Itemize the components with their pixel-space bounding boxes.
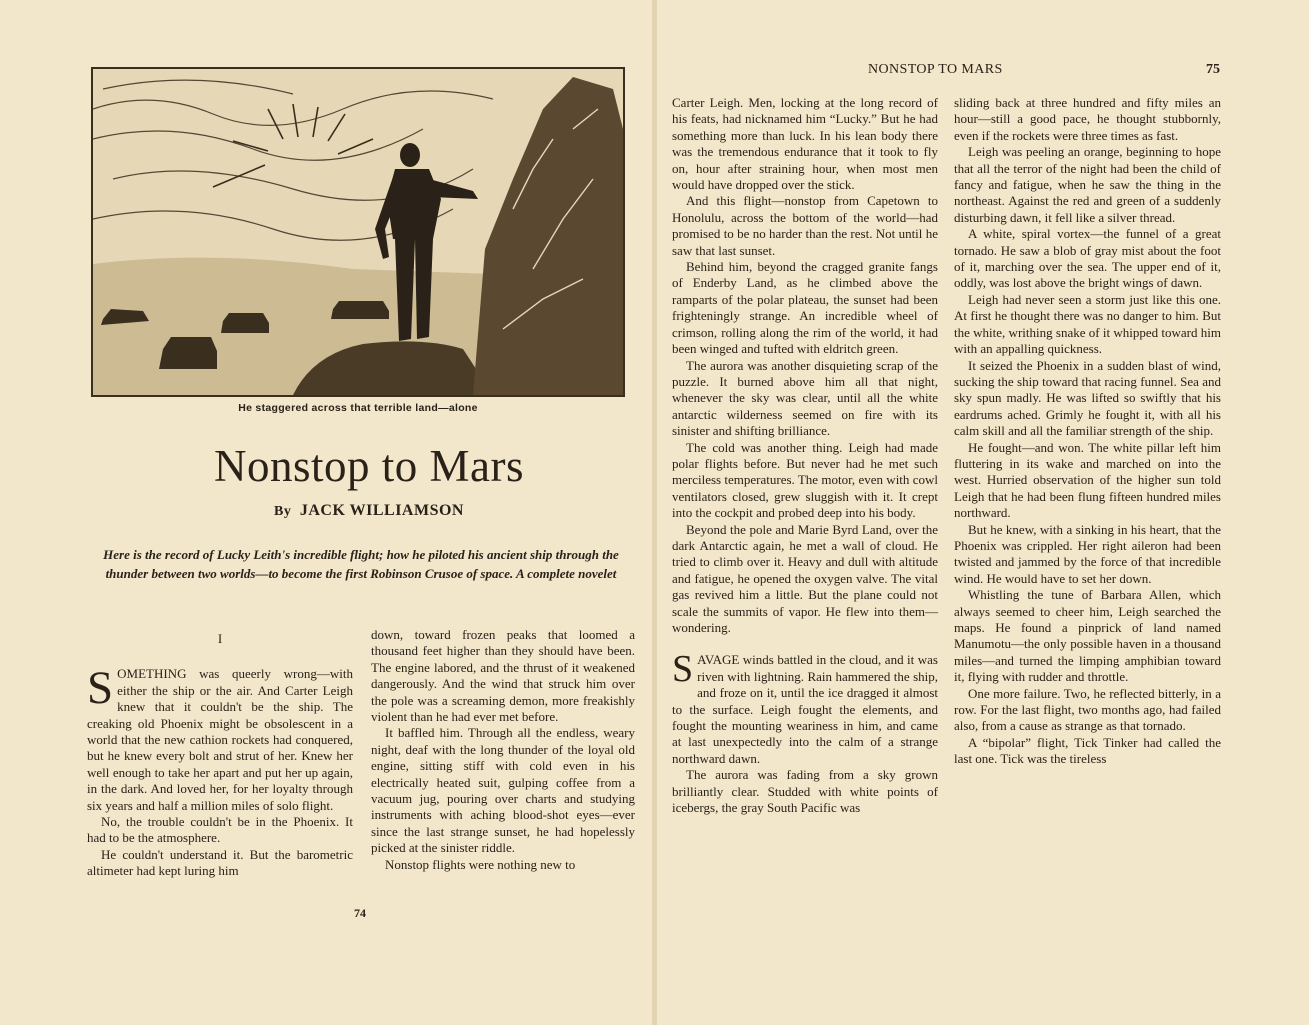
paragraph <box>954 358 1221 440</box>
paragraph <box>954 226 1221 292</box>
byline <box>91 502 647 520</box>
paragraph <box>672 95 938 193</box>
page-number-left: 74 <box>354 906 366 920</box>
story-title: Nonstop to Mars <box>214 441 524 491</box>
paragraph <box>87 662 353 814</box>
paragraph-text: The aurora was another disquieting scrap of the puzzle. It burned above him all that night, whenever the sky was clear, until all the white antarctic wilderness seemed on fire with its sinister and shifting brilliance. <box>672 357 938 439</box>
paragraph <box>672 259 938 357</box>
page-number-right: 75 <box>1206 62 1220 77</box>
story-intro: Here is the record of Lucky Leith's incredible flight; how he piloted his ancient ship through the thunder between two worlds—to become the first Robinson Crusoe of space. A complete novelet <box>103 547 619 581</box>
paragraph <box>672 440 938 522</box>
paragraph-text: And this flight—nonstop from Capetown to Honolulu, across the bottom of the world—had promised to be no harder than the rest. Not until he saw that last sunset. <box>672 193 938 258</box>
paragraph-text: The aurora was fading from a sky grown brilliantly clear. Studded with white points of icebergs, the gray South Pacific was <box>672 767 938 816</box>
paragraph-text: He fought—and won. The white pillar left him fluttering in its wake and marched on into the west. Hurried observation of the higher sun told Leigh that he had been flung fifteen hundred miles northward. <box>954 439 1221 521</box>
paragraph-text: Behind him, beyond the cragged granite fangs of Enderby Land, as he climbed above the ramparts of the polar plateau, the sunset had been frighteningly strange. An incredible wheel of crimson, rolling along the rim of the world, it had been winged and tufted with eldritch green. <box>672 259 938 357</box>
paragraph-text: A white, spiral vortex—the funnel of a great tornado. He saw a blob of gray mist about the foot of it, marching over the sea. The upper end of it, oddly, was lost above the bright wings of dawn. <box>954 226 1221 291</box>
text-column-3 <box>672 95 938 816</box>
paragraph-text: It baffled him. Through all the endless, weary night, deaf with the long thunder of the loyal old engine, sitting stiff with cold even in his electrically heated suit, gulping coffee from a vacuum jug, pouring over charts and studying instruments with aching blood-shot eyes—ever since the last strange sunset, he had hopelessly picked at the sinister riddle. <box>371 725 635 856</box>
paragraph <box>371 627 635 725</box>
paragraph-text: AVAGE winds battled in the cloud, and it was riven with lightning. Rain hammered the ship, and froze on it, until the ice dragged it almost to the surface. Leigh fought the elements, and fought the mounting weariness in him, and came at last unexpectedly into the calm of a strange northward dawn. <box>672 652 938 766</box>
paragraph <box>371 725 635 856</box>
paragraph-text: No, the trouble couldn't be in the Phoenix. It had to be the atmosphere. <box>87 814 353 846</box>
paragraph-text: Leigh had never seen a storm just like this one. At first he thought there was no danger to him. But the white, writhing snake of it whipped toward him with an appalling quickness. <box>954 291 1221 357</box>
paragraph <box>672 522 938 637</box>
paragraph-text: One more failure. Two, he reflected bitterly, in a row. For the last flight, two months ago, had failed also, from a cause as strange as that tornado. <box>954 685 1221 734</box>
paragraph-text: He couldn't understand it. But the barometric altimeter had kept luring him <box>87 846 353 879</box>
paragraph-text: sliding back at three hundred and fifty miles an hour—still a good pace, he thought stubbornly, even if the rockets were three times as fast. <box>954 95 1221 143</box>
story-illustration <box>91 67 625 397</box>
paragraph <box>87 847 353 880</box>
right-page <box>657 0 1309 1025</box>
illustration-drawing <box>93 69 623 395</box>
paragraph <box>954 440 1221 522</box>
paragraph-text: OMETHING was queerly wrong—with either the ship or the air. And Carter Leigh knew that it couldn't be the ship. The creaking old Phoenix might be obsolescent in a world that the new cathion rockets had conquered, but he knew every bolt and strut of her. Knew her well enough to take her apart and put her up again, in the dark. And loved her, for her loyalty through six years and half a million miles of solo flight. <box>87 666 353 813</box>
text-column-2 <box>371 627 635 873</box>
section-break <box>672 636 938 652</box>
paragraph-text: It seized the Phoenix in a sudden blast of wind, sucking the ship toward that racing funnel. Sea and sky spun madly. He was lifted so swiftly that his eardrums ached. Grimly he fought it, with all his calm skill and all the familiar strength of the ship. <box>954 357 1221 439</box>
paragraph <box>371 857 635 873</box>
drop-cap: S <box>672 648 694 691</box>
text-column-4 <box>954 95 1221 768</box>
paragraph-text: Carter Leigh. Men, locking at the long record of his feats, had nicknamed him “Lucky.” But he had something more than luck. In his lean body there was the tremendous endurance that it took to fly on, hour after straining hour, when most men would have dropped over the stick. <box>672 95 938 193</box>
author-name: JACK WILLIAMSON <box>299 502 464 519</box>
paragraph <box>672 767 938 816</box>
paragraph <box>672 648 938 767</box>
paragraph-text: down, toward frozen peaks that loomed a thousand feet higher than they should have been. The engine labored, and the thrust of it weakened dangerously. And the wind that struck him over the pole was a screaming demon, more freakishly violent than he had ever met before. <box>371 627 635 725</box>
section-number: I <box>217 631 223 646</box>
paragraph-text: A “bipolar” flight, Tick Tinker had called the last one. Tick was the tireless <box>954 734 1221 767</box>
paragraph-text: Leigh was peeling an orange, beginning to hope that all the terror of the night had been the child of fancy and fatigue, when he saw the thing in the northeast. Against the red and green of a suddenly disturbing dawn, it fell like a silver thread. <box>954 144 1221 225</box>
running-head: NONSTOP TO MARS <box>868 62 1003 77</box>
text-column-1 <box>87 631 353 880</box>
paragraph <box>954 686 1221 735</box>
paragraph-text: Whistling the tune of Barbara Allen, which always seemed to cheer him, Leigh searched the maps. He found a pinprick of land named Manumotu—the only possible haven in a thousand miles—and turned the limping amphibian toward it, flying with rudder and throttle. <box>954 587 1221 685</box>
paragraph-text: The cold was another thing. Leigh had made polar flights before. But never had he met such merciless temperatures. The motor, even with cowl ventilators closed, grew sluggish with it. It crept into the cockpit and probed deep into his body. <box>672 439 938 521</box>
paragraph-text: Nonstop flights were nothing new to <box>385 856 576 872</box>
paragraph <box>954 522 1221 588</box>
paragraph <box>954 95 1221 144</box>
paragraph <box>954 292 1221 358</box>
paragraph-text: But he knew, with a sinking in his heart, that the Phoenix was crippled. Her right aileron had been twisted and jammed by the force of that incredible wind. He would have to set her down. <box>954 521 1221 586</box>
paragraph <box>87 814 353 847</box>
paragraph <box>954 144 1221 226</box>
byline-prefix: By <box>274 504 292 519</box>
paragraph <box>954 735 1221 768</box>
paragraph <box>954 587 1221 685</box>
paragraph <box>672 358 938 440</box>
left-page <box>0 0 652 1025</box>
drop-cap: S <box>87 662 114 715</box>
paragraph <box>672 193 938 259</box>
illustration-caption: He staggered across that terrible land—alone <box>238 402 478 414</box>
paragraph-text: Beyond the pole and Marie Byrd Land, over the dark Antarctic again, he met a wall of cloud. He tried to climb over it. Heavy and dull with altitude and fatigue, he opened the oxygen valve. The vital gas revived him a little. But the plane could not scale the summits of vapor. He flew into them—wondering. <box>672 521 938 635</box>
